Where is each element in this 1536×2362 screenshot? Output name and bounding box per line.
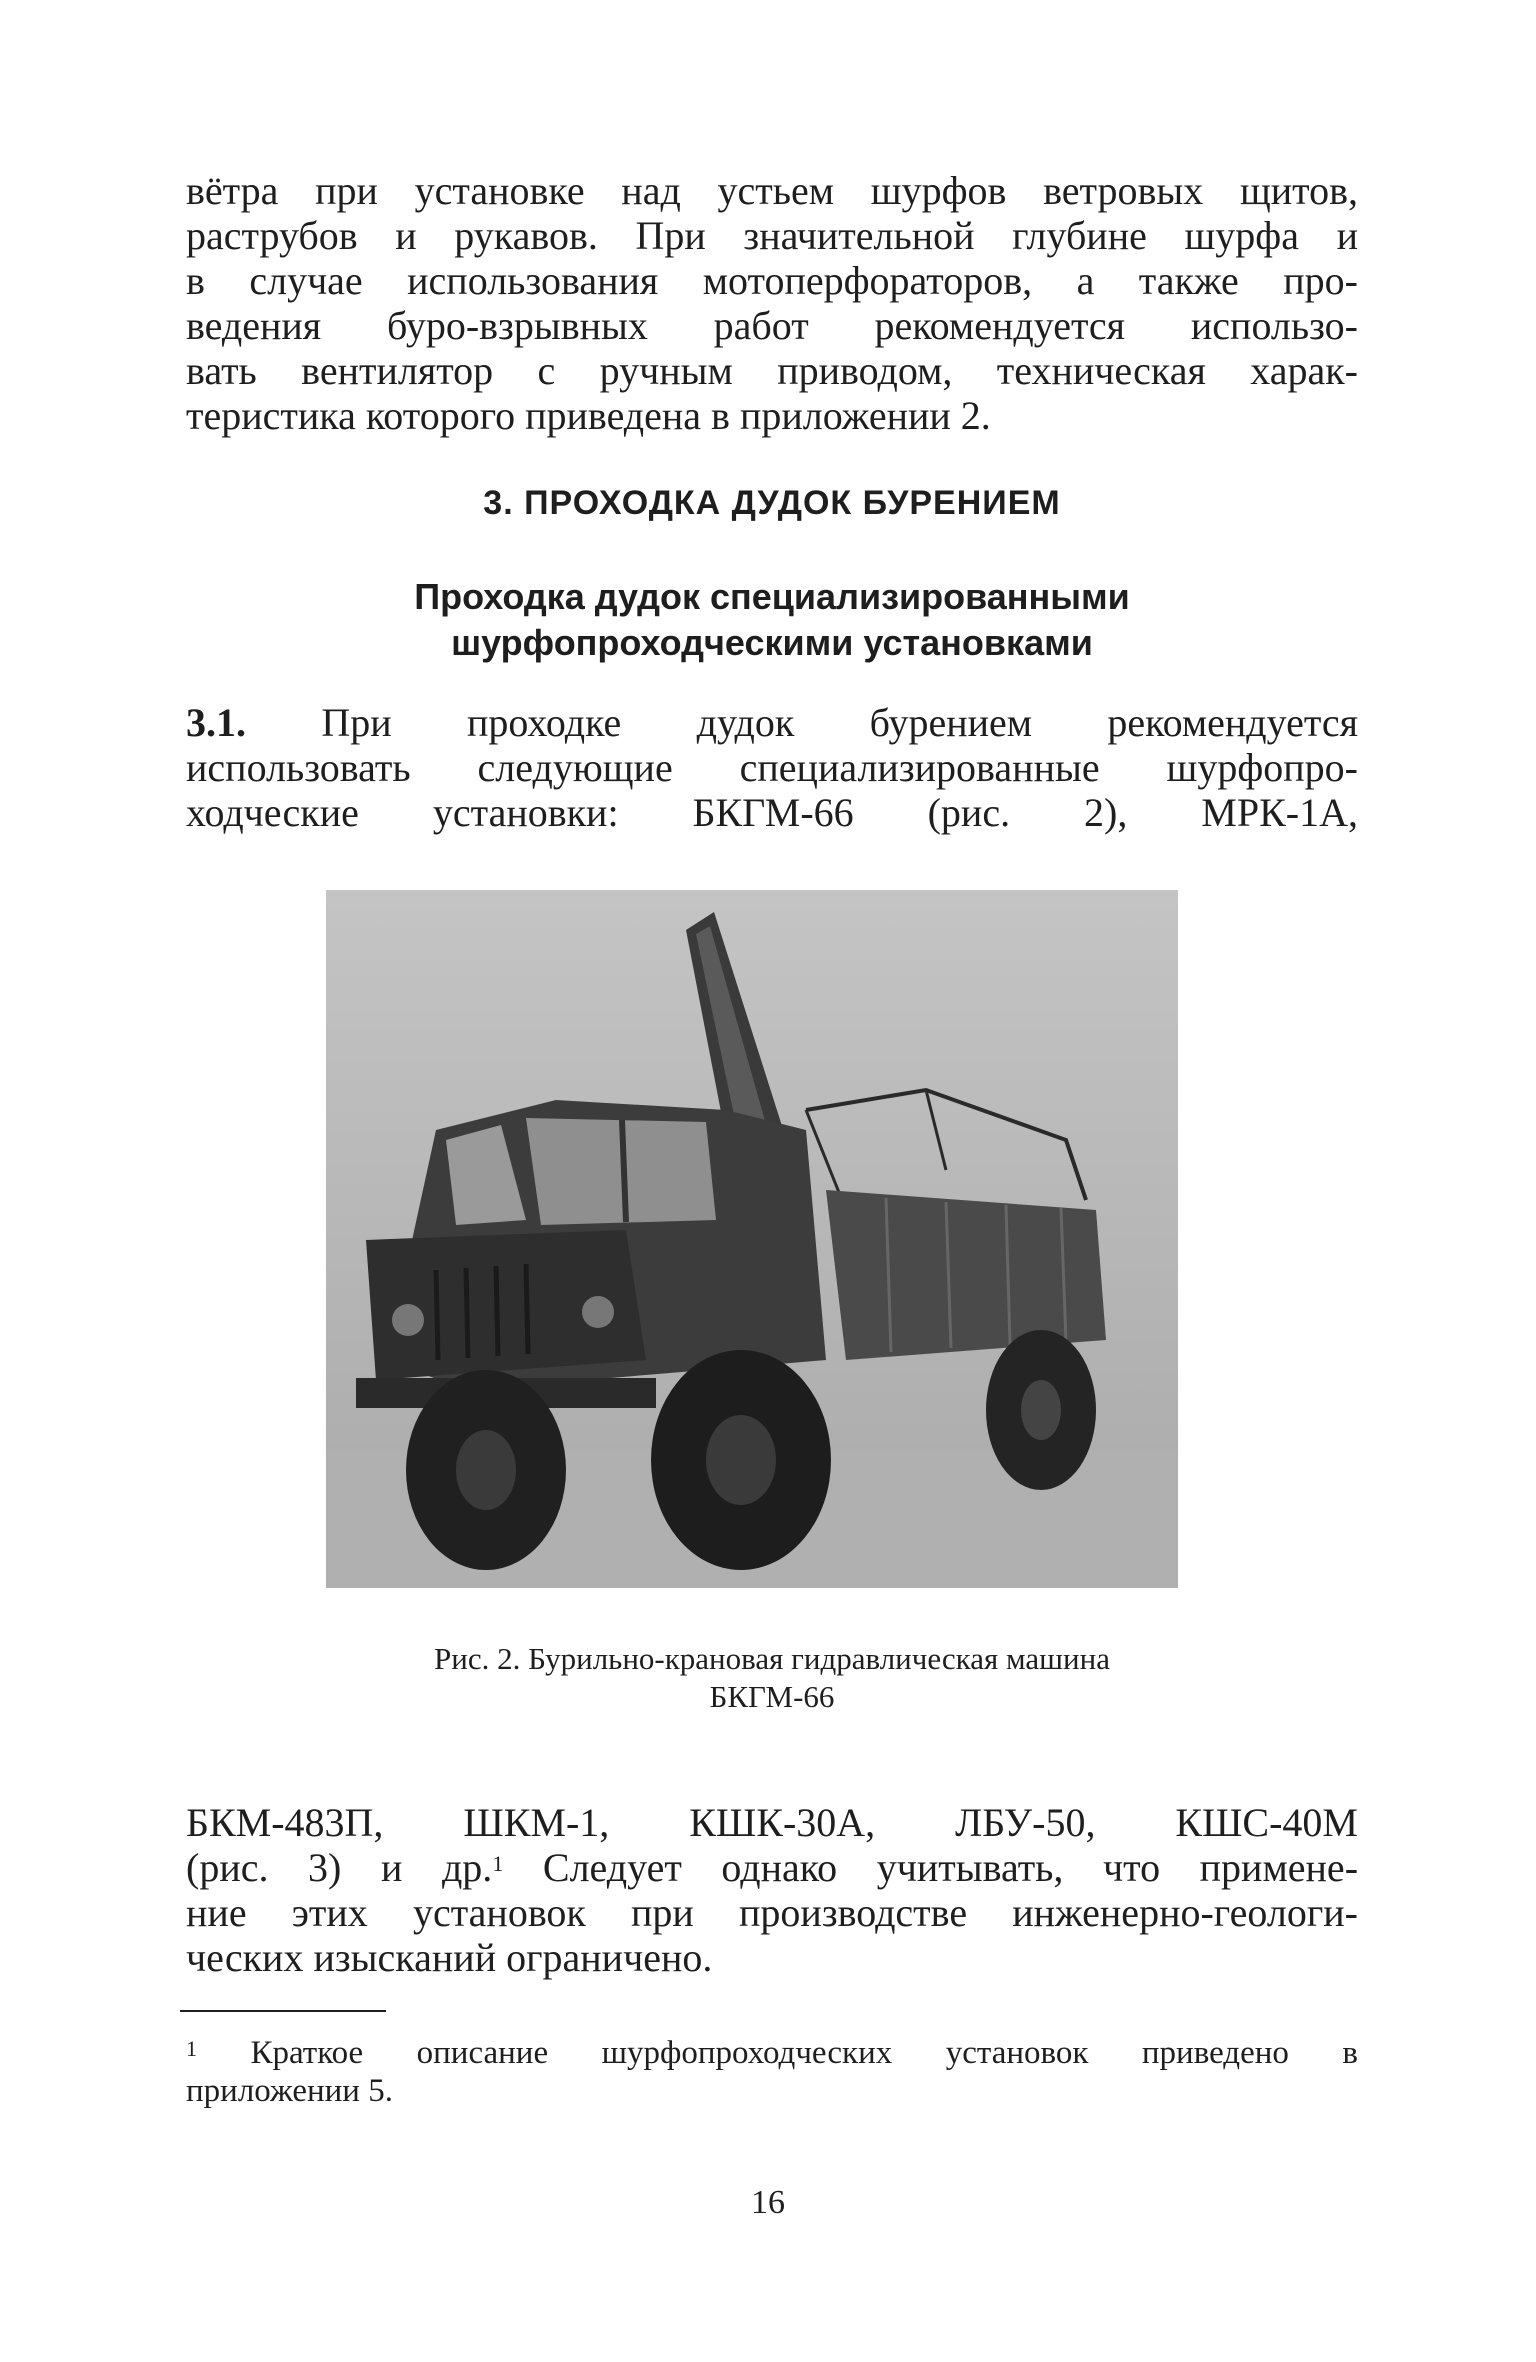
sub-heading-line: Проходка дудок специализированными [414,576,1130,617]
text-line: вать вентилятор с ручным приводом, техническая харак- [186,348,1358,393]
text-line: использовать следующие специализированные шурфопро- [186,745,1358,790]
footnote-mark: 1 [186,2036,197,2061]
figure-caption [186,1640,1358,1716]
text-fragment: Краткое описание шурфопроходческих установок приведено в [197,2035,1358,2071]
footnote-line: приложении 5. [186,2073,393,2109]
text-line: раструбов и рукавов. При значительной глубине шурфа и [186,213,1358,258]
text-line: ческих изысканий ограничено. [186,1935,713,1980]
text-fragment: (рис. 3) и др. [186,1845,493,1890]
clause-number: 3.1. [186,700,246,745]
caption-line: Рис. 2. Бурильно-крановая гидравлическая машина [434,1641,1110,1676]
caption-line: БКГМ-66 [709,1679,835,1714]
text-line: ведения буро-взрывных работ рекомендуется использо- [186,303,1358,348]
footnote-reference: 1 [492,1851,504,1876]
text-line: БКМ-483П, ШКМ-1, КШК-30А, ЛБУ-50, КШС-40М [186,1800,1358,1845]
drilling-crane-truck-photo [326,890,1178,1588]
text-line: теристика которого приведена в приложении 2. [186,393,991,438]
text-line: в случае использования мотоперфораторов, а также про- [186,258,1358,303]
text-fragment: При проходке дудок бурением рекомендуется [246,700,1358,745]
text-line: ходческие установки: БКГМ-66 (рис. 2), МРК-1А, [186,790,1358,835]
footnote-divider [180,2010,386,2012]
text-fragment: Следует однако учитывать, что примене- [503,1845,1359,1890]
section-heading: 3. ПРОХОДКА ДУДОК БУРЕНИЕМ [483,484,1061,522]
text-line: ние этих установок при производстве инженерно-геологи- [186,1890,1358,1935]
sub-heading-line: шурфопроходческими установками [451,622,1093,663]
truck-illustration [326,890,1178,1588]
sub-heading [186,574,1358,666]
paragraph-ventilation [186,168,1358,438]
footnote-line [186,2034,1358,2072]
paragraph-3-1 [186,700,1358,835]
text-line [186,700,1358,745]
text-line [186,1845,1358,1890]
paragraph-other-units [186,1800,1358,1980]
page-number: 16 [751,2184,785,2221]
footnote [186,2034,1358,2110]
text-line: вётра при установке над устьем шурфов ветровых щитов, [186,168,1358,213]
